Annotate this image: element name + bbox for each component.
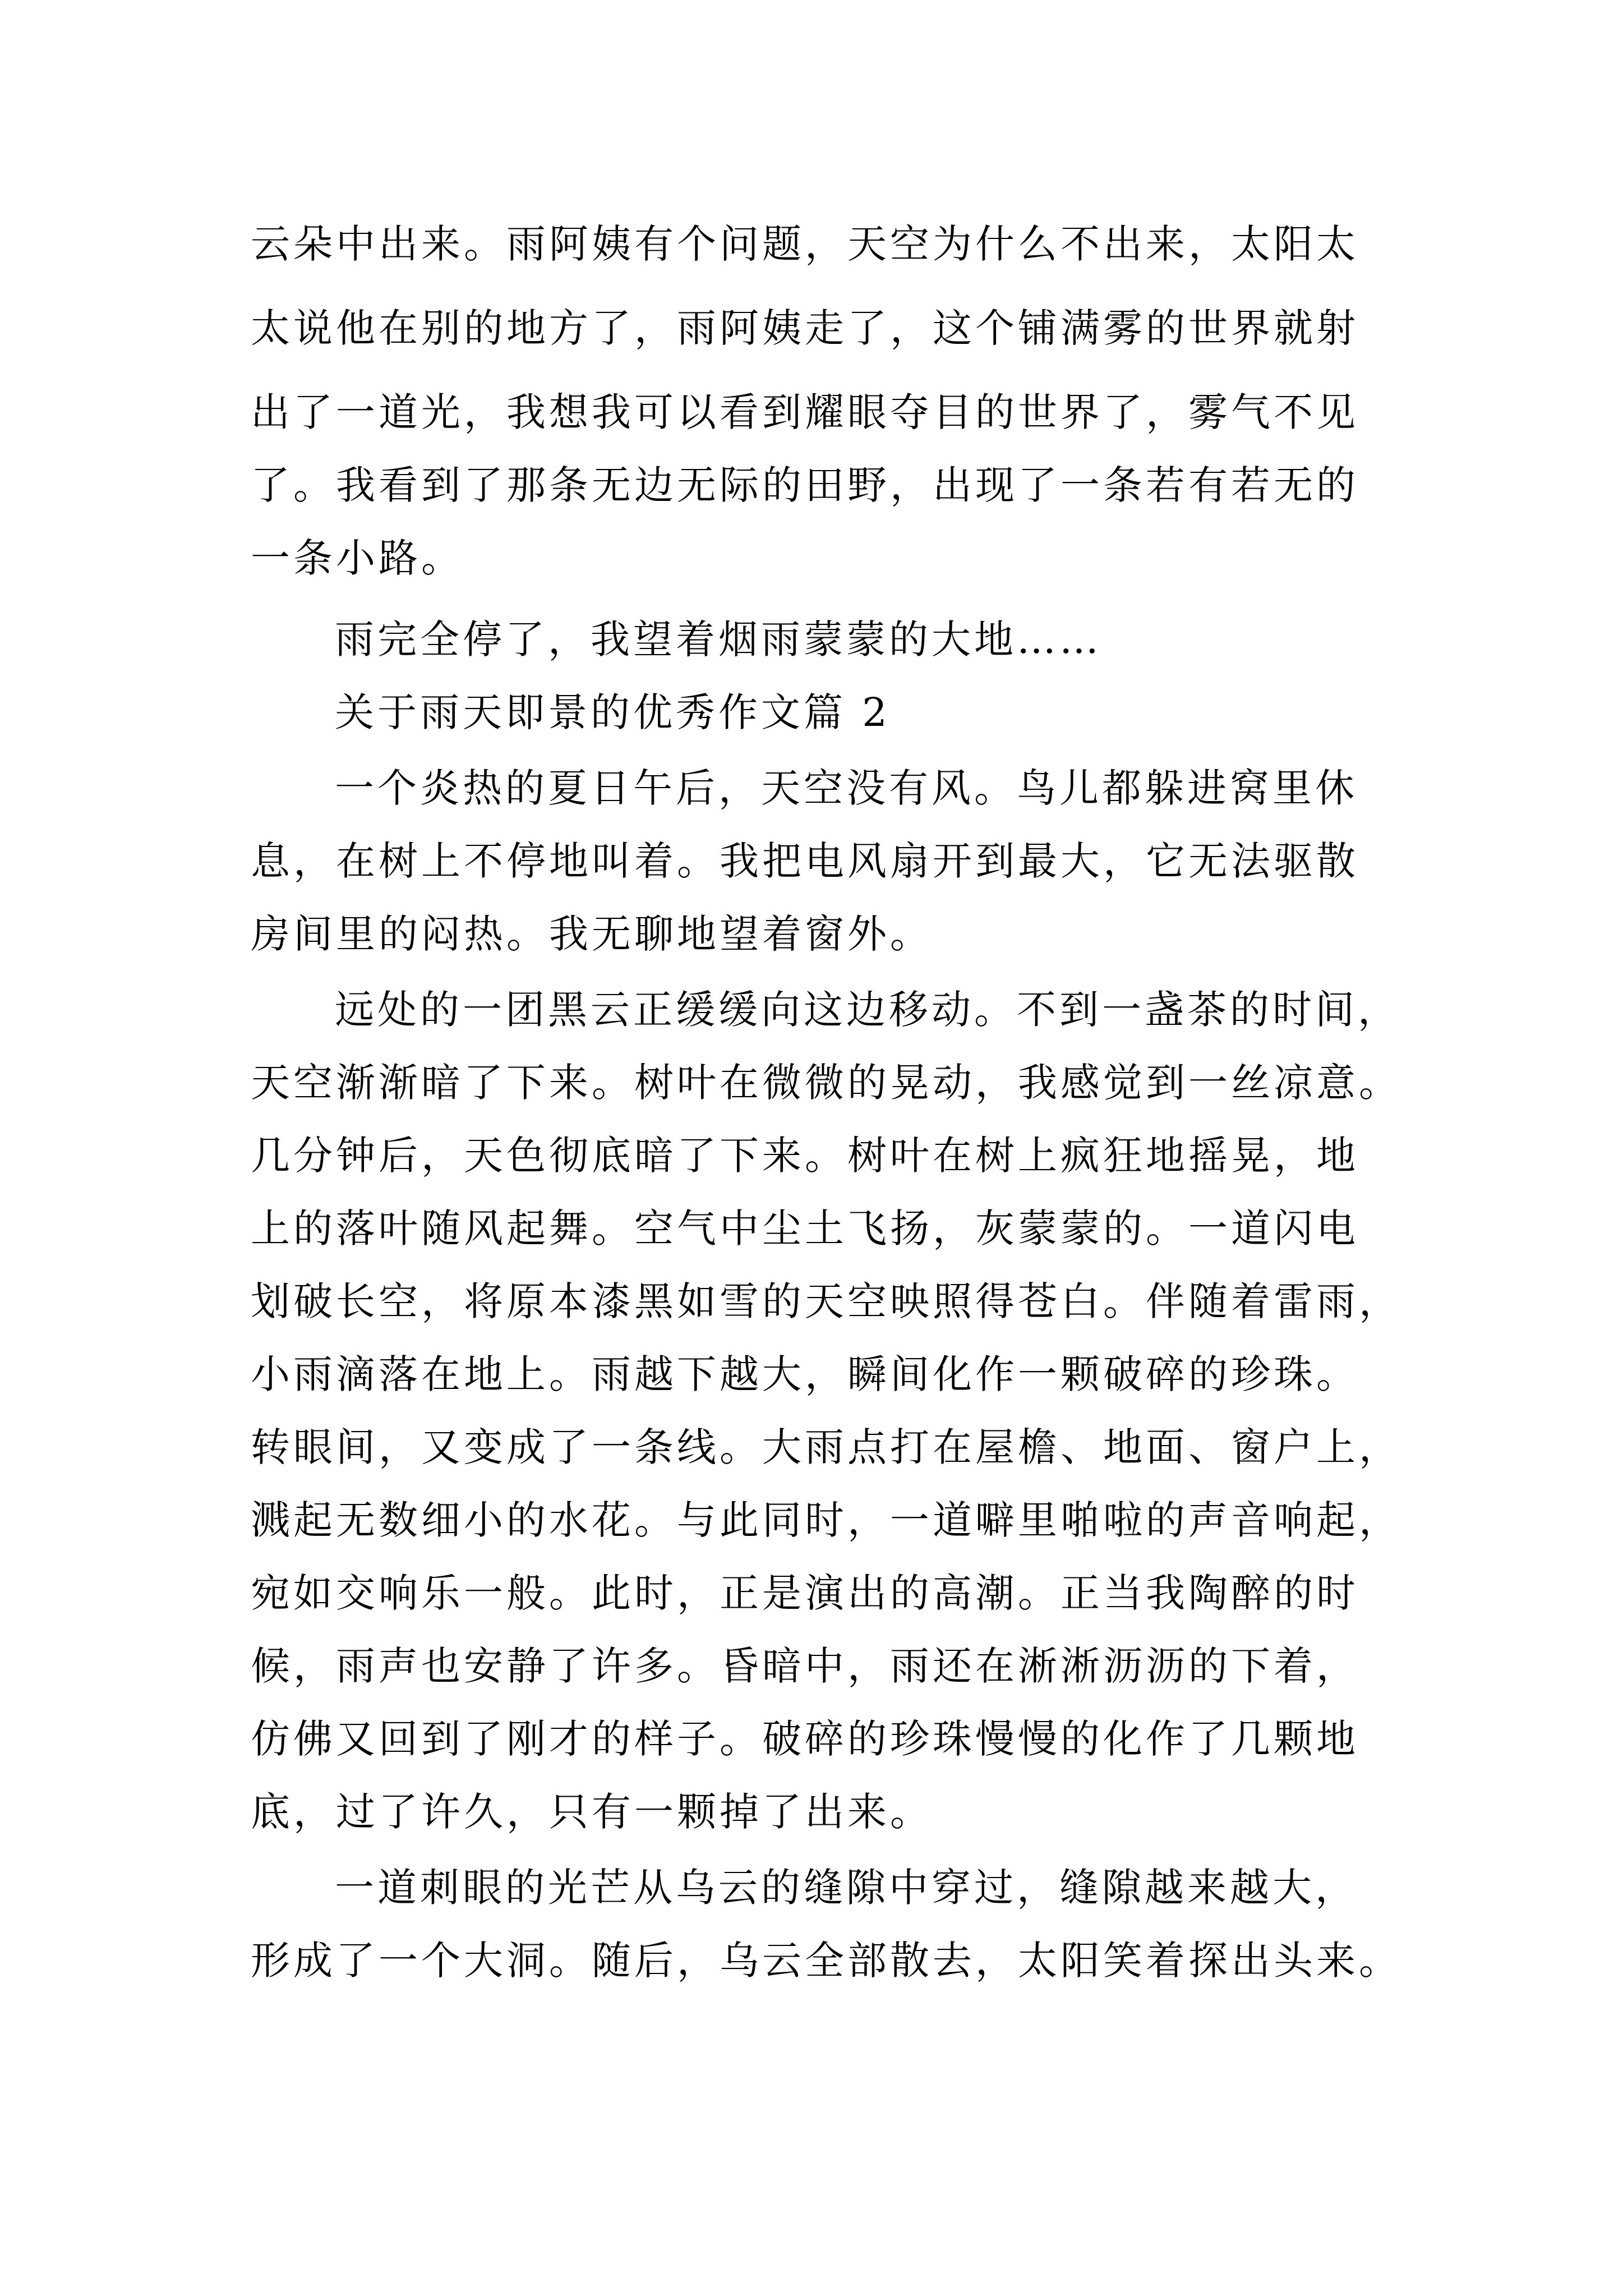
text-line: 房间里的闷热。我无聊地望着窗外。: [251, 911, 933, 957]
text-line: 一条小路。: [251, 535, 464, 581]
text-line: 太说他在别的地方了，雨阿姨走了，这个铺满雾的世界就射: [251, 305, 1359, 351]
paragraph-line: 一道刺眼的光芒从乌云的缝隙中穿过，缝隙越来越大，: [335, 1865, 1358, 1911]
text-line: 宛如交响乐一般。此时，正是演出的高潮。正当我陶醉的时: [251, 1570, 1359, 1616]
paragraph-line: 远处的一团黑云正缓缓向这边移动。不到一盏茶的时间，: [335, 987, 1400, 1033]
text-line: 划破长空，将原本漆黑如雪的天空映照得苍白。伴随着雷雨，: [251, 1278, 1401, 1324]
section-heading: 关于雨天即景的优秀作文篇 2: [335, 689, 891, 735]
text-line: 出了一道光，我想我可以看到耀眼夺目的世界了，雾气不见: [251, 389, 1359, 435]
paragraph-line: 一个炎热的夏日午后，天空没有风。鸟儿都躲进窝里休: [335, 765, 1358, 811]
paragraph-line: 雨完全停了，我望着烟雨蒙蒙的大地……: [335, 616, 1102, 662]
text-line: 转眼间，又变成了一条线。大雨点打在屋檐、地面、窗户上，: [251, 1424, 1401, 1470]
text-line: 云朵中出来。雨阿姨有个问题，天空为什么不出来，太阳太: [251, 221, 1359, 267]
text-line: 仿佛又回到了刚才的样子。破碎的珍珠慢慢的化作了几颗地: [251, 1716, 1359, 1762]
text-line: 候，雨声也安静了许多。昏暗中，雨还在淅淅沥沥的下着，: [251, 1643, 1359, 1689]
text-line: 底，过了许久，只有一颗掉了出来。: [251, 1789, 933, 1835]
text-line: 几分钟后，天色彻底暗了下来。树叶在树上疯狂地摇晃，地: [251, 1133, 1359, 1179]
text-line: 形成了一个大洞。随后，乌云全部散去，太阳笑着探出头来。: [251, 1938, 1401, 1984]
text-line: 溅起无数细小的水花。与此同时，一道噼里啪啦的声音响起，: [251, 1497, 1401, 1543]
text-line: 了。我看到了那条无边无际的田野，出现了一条若有若无的: [251, 462, 1359, 508]
text-line: 小雨滴落在地上。雨越下越大，瞬间化作一颗破碎的珍珠。: [251, 1351, 1359, 1397]
text-line: 息，在树上不停地叫着。我把电风扇开到最大，它无法驱散: [251, 838, 1359, 884]
text-line: 天空渐渐暗了下来。树叶在微微的晃动，我感觉到一丝凉意。: [251, 1060, 1401, 1106]
text-line: 上的落叶随风起舞。空气中尘土飞扬，灰蒙蒙的。一道闪电: [251, 1205, 1359, 1251]
